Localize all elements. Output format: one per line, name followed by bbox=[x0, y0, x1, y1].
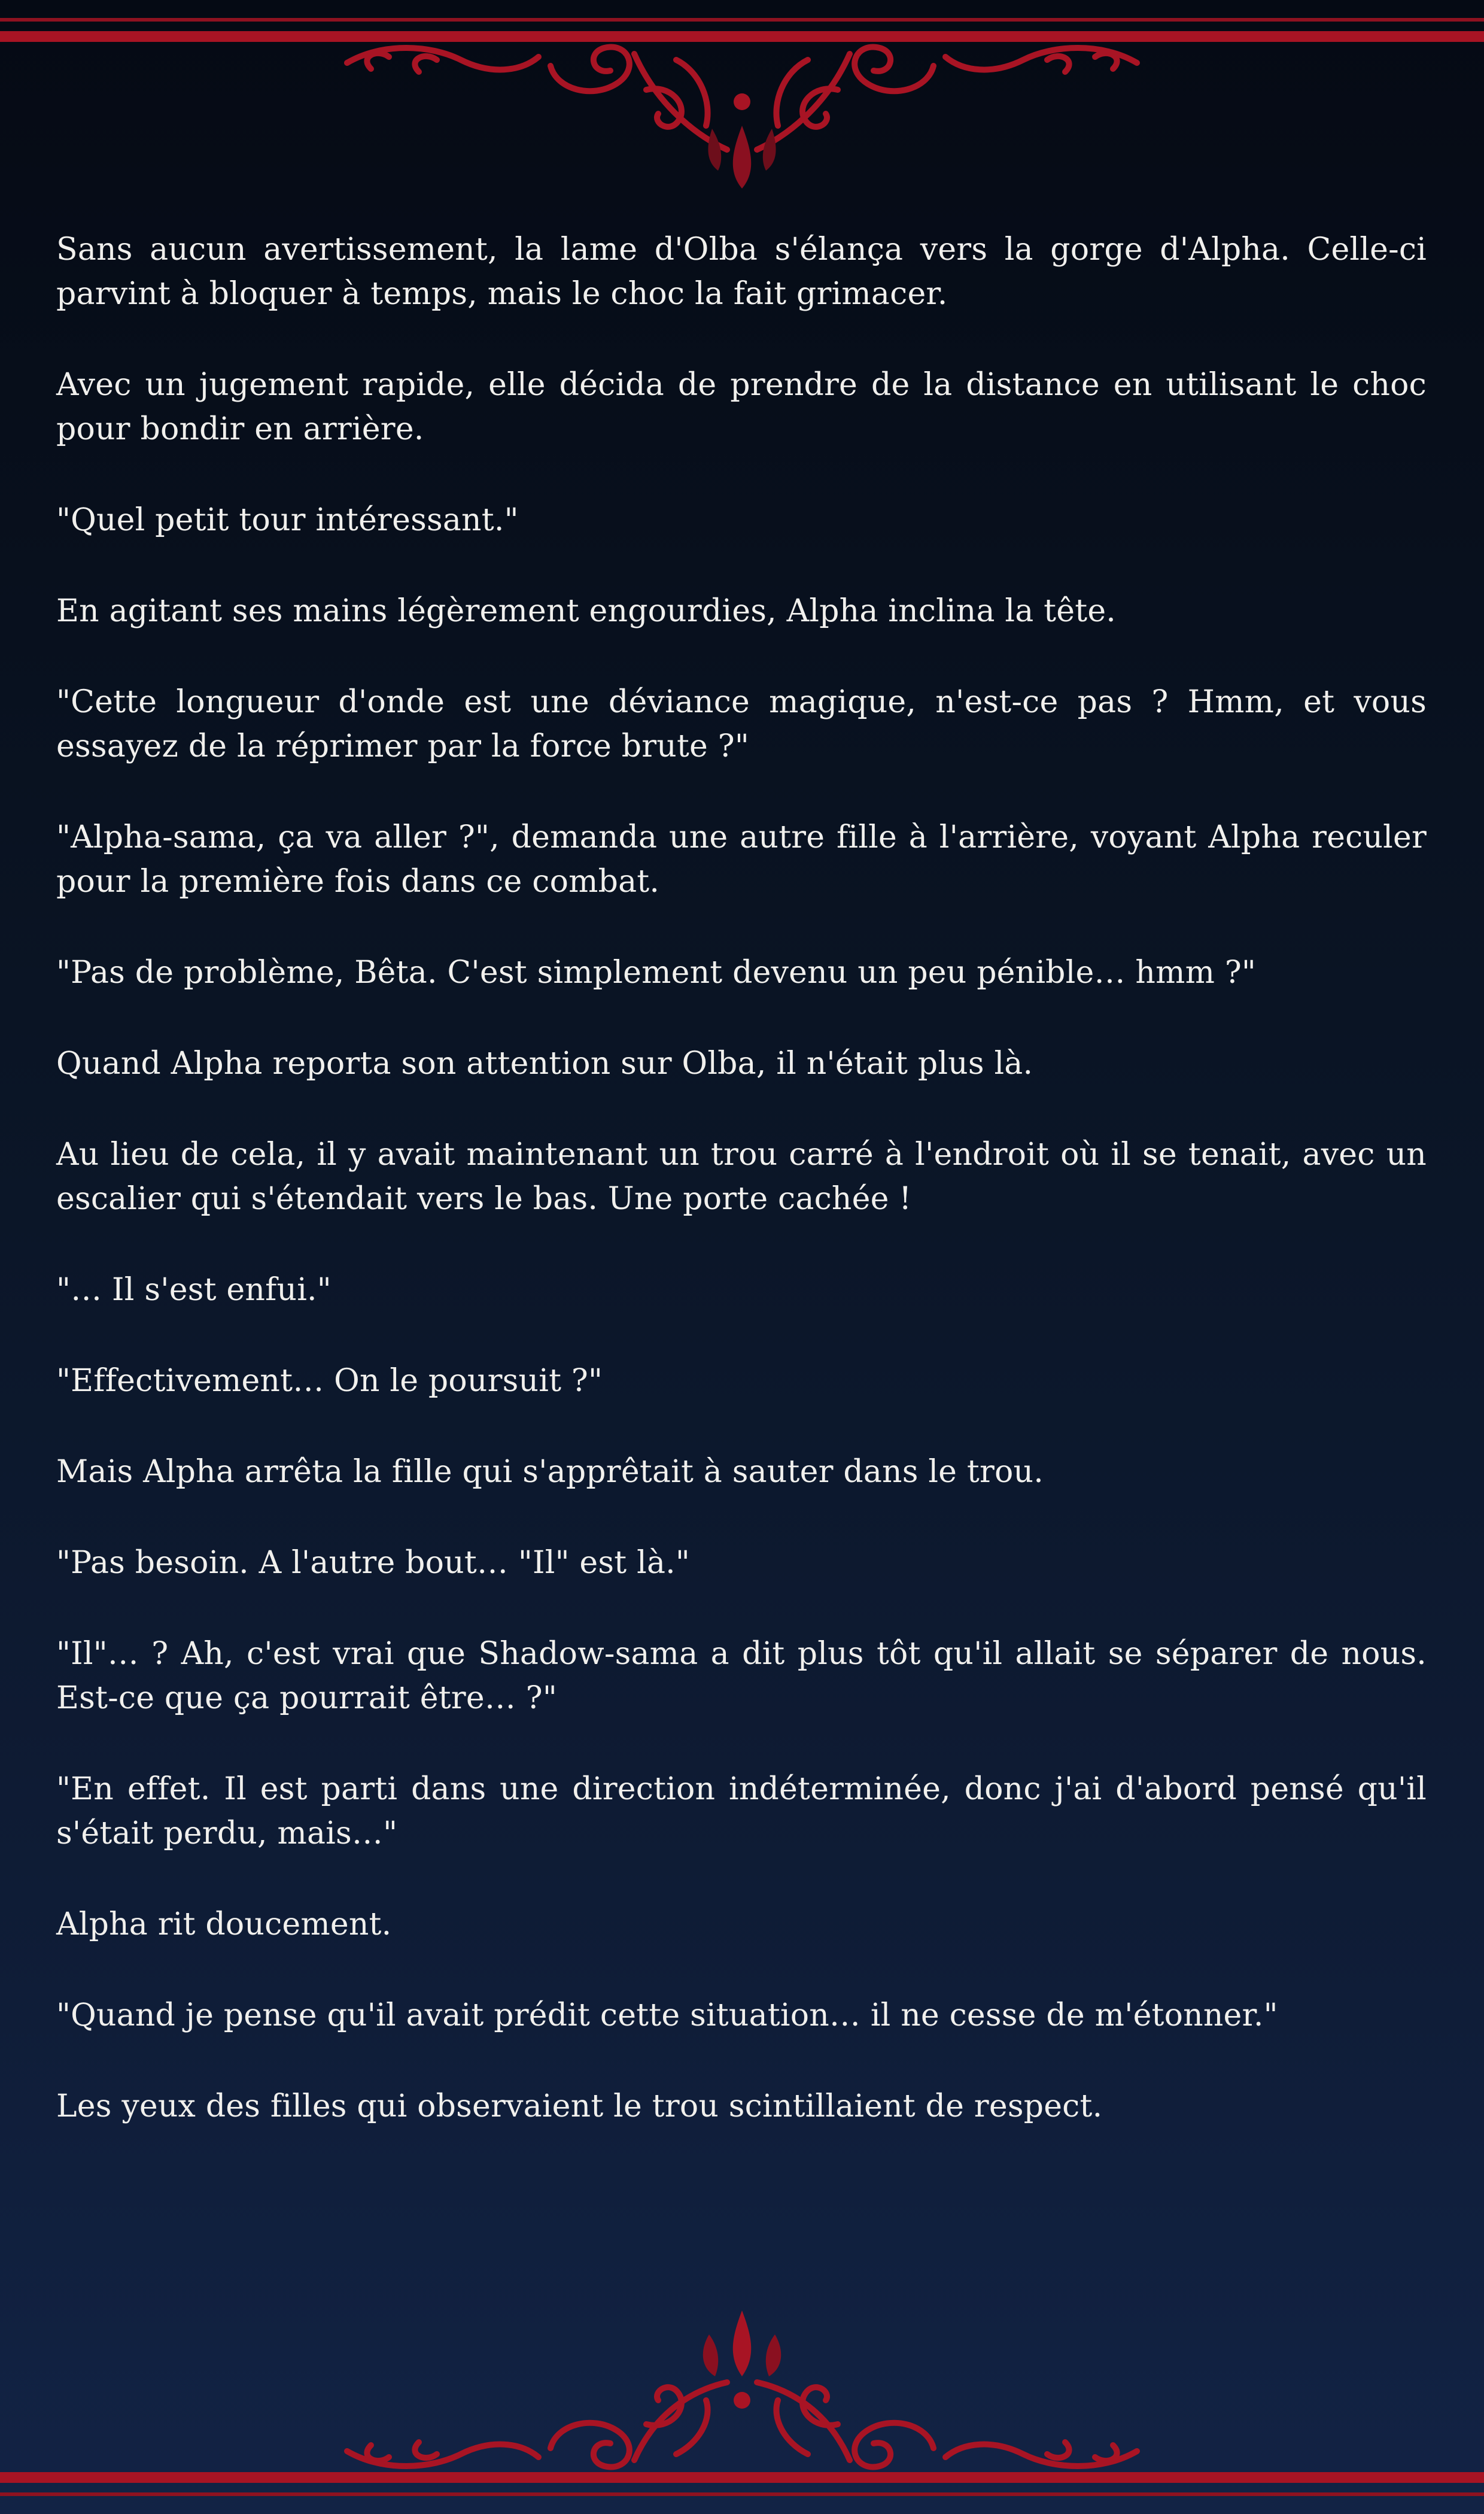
paragraph: "Alpha-sama, ça va aller ?", demanda une autre fille à l'arrière, voyant Alpha reculer pour la première fois dans ce combat. bbox=[56, 819, 1427, 900]
top-rule-thick bbox=[0, 31, 1484, 42]
bottom-scroll-ornament bbox=[0, 2299, 1484, 2514]
paragraph: "Cette longueur d'onde est une déviance magique, n'est-ce pas ? Hmm, et vous essayez de la réprimer par la force brute ?" bbox=[56, 684, 1427, 764]
paragraph: En agitant ses mains légèrement engourdies, Alpha inclina la tête. bbox=[56, 593, 1117, 629]
paragraph: Avec un jugement rapide, elle décida de prendre de la distance en utilisant le choc pour bondir en arrière. bbox=[56, 367, 1427, 447]
paragraph: Quand Alpha reporta son attention sur Olba, il n'était plus là. bbox=[56, 1046, 1033, 1082]
bottom-rule-thick bbox=[0, 2472, 1484, 2483]
bottom-drops bbox=[703, 2310, 781, 2409]
bottom-rule-thin bbox=[0, 2492, 1484, 2496]
paragraph: "Pas de problème, Bêta. C'est simplement devenu un peu pénible… hmm ?" bbox=[56, 955, 1257, 991]
paragraph: Au lieu de cela, il y avait maintenant un trou carré à l'endroit où il se tenait, avec un escalier qui s'étendait vers le bas. Une porte cachée ! bbox=[56, 1137, 1427, 1217]
top-drops bbox=[708, 93, 776, 189]
paragraph: "Effectivement… On le poursuit ?" bbox=[56, 1363, 603, 1399]
paragraph: Mais Alpha arrêta la fille qui s'apprêtait à sauter dans le trou. bbox=[56, 1454, 1044, 1490]
paragraph: Sans aucun avertissement, la lame d'Olba s'élança vers la gorge d'Alpha. Celle-ci parvint à bloquer à temps, mais le choc la fait grimacer. bbox=[56, 232, 1427, 312]
paragraph: "… Il s'est enfui." bbox=[56, 1272, 332, 1308]
paragraph: "Quand je pense qu'il avait prédit cette situation… il ne cesse de m'étonner." bbox=[56, 1997, 1278, 2033]
chapter-text bbox=[56, 227, 1427, 2175]
paragraph: "Quel petit tour intéressant." bbox=[56, 502, 519, 538]
paragraph: "Il"… ? Ah, c'est vrai que Shadow-sama a dit plus tôt qu'il allait se séparer de nous. Est-ce que ça pourrait être… ?" bbox=[56, 1636, 1427, 1716]
top-scroll-ornament bbox=[0, 0, 1484, 215]
paragraph: "Pas besoin. A l'autre bout… "Il" est là." bbox=[56, 1545, 690, 1581]
paragraph: Les yeux des filles qui observaient le trou scintillaient de respect. bbox=[56, 2088, 1103, 2124]
top-rule-thin bbox=[0, 18, 1484, 22]
paragraph: "En effet. Il est parti dans une direction indéterminée, donc j'ai d'abord pensé qu'il s'était perdu, mais…" bbox=[56, 1771, 1427, 1851]
paragraph: Alpha rit doucement. bbox=[56, 1906, 392, 1942]
